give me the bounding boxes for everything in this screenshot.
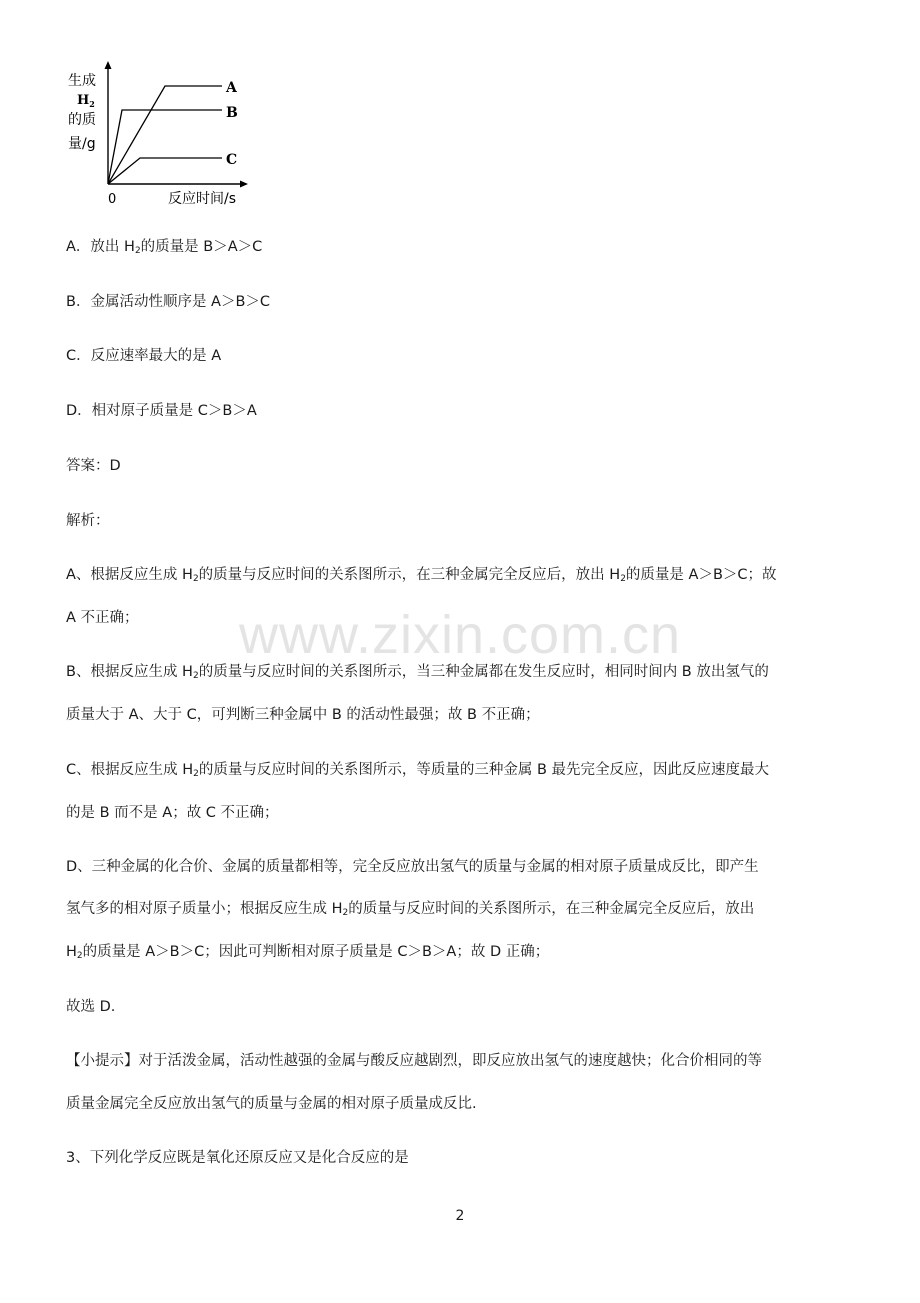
- analysis-b-line2: 质量大于 A、大于 C，可判断三种金属中 B 的活动性最强；故 B 不正确；: [66, 707, 540, 723]
- analysis-c-line1: C、根据反应生成 $H_2$的质量与反应时间的关系图所示，等质量的三种金属 B 最先完全反应，因此反应速度最大: [66, 762, 770, 779]
- option-c: C．反应速率最大的是 A: [66, 348, 222, 364]
- analysis-d-line1: D、三种金属的化合价、金属的质量都相等，完全反应放出氢气的质量与金属的相对原子质量成反比，即产生: [66, 859, 759, 875]
- ylabel-line4: 量/g: [68, 136, 96, 152]
- question-3: 3、下列化学反应既是氧化还原反应又是化合反应的是: [66, 1150, 409, 1166]
- tip-line1: 【小提示】对于活泼金属，活动性越强的金属与酸反应越剧烈，即反应放出氢气的速度越快；化合价相同的等: [66, 1053, 762, 1069]
- series-label-a: A: [226, 80, 237, 96]
- answer: 答案：D: [66, 458, 121, 474]
- analysis-label: 解析：: [66, 513, 110, 529]
- ylabel-line1: 生成: [68, 73, 96, 89]
- curve-b: [108, 110, 222, 184]
- option-b: B．金属活动性顺序是 A＞B＞C: [66, 294, 271, 310]
- x-axis-arrow: [240, 181, 248, 188]
- analysis-a-line2: A 不正确；: [66, 610, 139, 626]
- option-d: D．相对原子质量是 C＞B＞A: [66, 403, 257, 419]
- origin-label: 0: [108, 192, 117, 207]
- xlabel: 反应时间/s: [168, 191, 237, 207]
- h2-mass-time-figure: [60, 60, 320, 210]
- ylabel-line3: 的质: [68, 112, 96, 128]
- series-label-c: C: [226, 152, 238, 168]
- analysis-c-line2: 的是 B 而不是 A；故 C 不正确；: [66, 805, 279, 821]
- analysis-d-line2: 氢气多的相对原子质量小；根据反应生成 $H_2$的质量与反应时间的关系图所示，在三种金属完全反应后，放出: [66, 901, 755, 918]
- series-label-b: B: [226, 105, 238, 121]
- option-a: A．放出 $H_2$的质量是 B＞A＞C: [66, 239, 263, 256]
- curve-c: [108, 158, 222, 184]
- analysis-a-line1: A、根据反应生成 $H_2$的质量与反应时间的关系图所示，在三种金属完全反应后，放出 $H_2$的质量是 A＞B＞C；故: [66, 567, 777, 584]
- analysis-d-line3: $H_2$的质量是 A＞B＞C；因此可判断相对原子质量是 C＞B＞A；故 D 正确；: [66, 944, 550, 961]
- conclusion: 故选 D.: [66, 999, 116, 1015]
- page-number: 2: [455, 1208, 465, 1224]
- y-axis-arrow: [105, 61, 112, 69]
- ylabel-h: $H_2$: [77, 93, 95, 109]
- tip-line2: 质量金属完全反应放出氢气的质量与金属的相对原子质量成反比.: [66, 1096, 477, 1112]
- watermark: www.zixin.com.cn: [238, 605, 682, 665]
- analysis-b-line1: B、根据反应生成 $H_2$的质量与反应时间的关系图所示，当三种金属都在发生反应时，相同时间内 B 放出氢气的: [66, 664, 769, 681]
